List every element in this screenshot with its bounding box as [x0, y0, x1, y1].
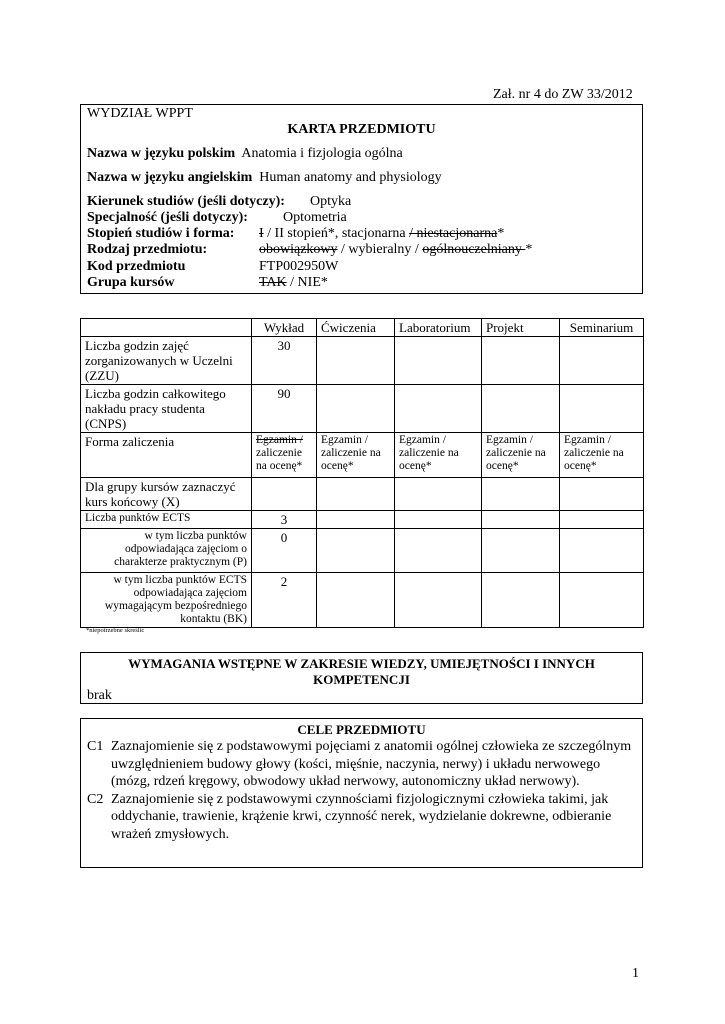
group-label: Grupa kursów	[87, 275, 175, 290]
level-value: I / II stopień*, stacjonarna / niestacjonarna*	[259, 226, 505, 241]
col-header: Laboratorium	[395, 319, 482, 337]
level-row	[87, 226, 505, 242]
footnote: *niepotrzebne skreślić	[86, 627, 145, 634]
specialty-label: Specjalność (jeśli dotyczy):	[87, 210, 248, 225]
specialty-row	[87, 210, 347, 226]
col-header: Seminarium	[560, 319, 644, 337]
cell-value: Egzamin / zaliczenie na ocenę*	[560, 433, 644, 478]
goal-code: C1	[87, 739, 104, 754]
type-value: obowiązkowy / wybieralny / ogólnouczelniany *	[259, 242, 533, 257]
code-value: FTP002950W	[259, 259, 339, 274]
goal-code: C2	[87, 791, 104, 807]
row-label: Liczba godzin zajęć zorganizowanych w Uczelni (ZZU)	[81, 337, 252, 385]
course-info-box	[80, 104, 643, 294]
cell-value: 30	[252, 337, 317, 385]
faculty: WYDZIAŁ WPPT	[87, 106, 193, 121]
row-label: w tym liczba punktów odpowiadająca zajęciom o charakterze praktycznym (P)	[81, 529, 252, 573]
goals-box	[80, 718, 643, 868]
name-en-row	[87, 170, 442, 186]
row-label: Forma zaliczenia	[81, 433, 252, 478]
group-value: TAK / NIE*	[259, 275, 328, 290]
table-row	[81, 573, 644, 628]
cell-value: 0	[252, 529, 317, 573]
cell-value: Egzamin / zaliczenie na ocenę*	[482, 433, 560, 478]
cell-value: 2	[252, 573, 317, 628]
requirements-box	[80, 652, 643, 704]
requirements-text: brak	[87, 688, 112, 703]
name-pl-label: Nazwa w języku polskim	[87, 146, 236, 161]
attachment-reference: Zał. nr 4 do ZW 33/2012	[493, 87, 633, 102]
col-header: Ćwiczenia	[317, 319, 395, 337]
name-en-label: Nazwa w języku angielskim	[87, 170, 253, 185]
card-title: KARTA PRZEDMIOTU	[287, 122, 436, 137]
type-row	[87, 242, 533, 258]
table-row	[81, 433, 644, 478]
direction-row	[87, 194, 352, 210]
specialty-value: Optometria	[283, 210, 347, 225]
goal-text: Zaznajomienie się z podstawowymi czynnościami fizjologicznymi człowieka takimi, jak oddychanie, trawienie, krążenie krwi, czynność nerek, wydzielanie dokrewne, odbieranie wrażeń zmysłowych.	[111, 791, 612, 842]
name-en-value: Human anatomy and physiology	[259, 170, 442, 185]
cell-value: Egzamin / zaliczenie na ocenę*	[252, 433, 317, 478]
goals-title: CELE PRZEDMIOTU	[297, 722, 426, 737]
row-label: w tym liczba punktów ECTS odpowiadająca zajęciom wymagającym bezpośredniego kontaktu (BK)	[81, 573, 252, 628]
row-label: Liczba godzin całkowitego nakładu pracy studenta (CNPS)	[81, 385, 252, 433]
hours-table	[80, 318, 644, 628]
name-pl-value: Anatomia i fizjologia ogólna	[241, 146, 403, 161]
direction-label: Kierunek studiów (jeśli dotyczy):	[87, 194, 285, 209]
goal-c2	[81, 791, 642, 844]
code-row	[87, 259, 339, 275]
cell-value: 3	[252, 511, 317, 529]
goal-c1	[81, 738, 642, 791]
table-row	[81, 385, 644, 433]
cell-value: Egzamin / zaliczenie na ocenę*	[317, 433, 395, 478]
table-row	[81, 337, 644, 385]
row-label: Liczba punktów ECTS	[81, 511, 252, 529]
col-header: Wykład	[252, 319, 317, 337]
direction-value: Optyka	[310, 194, 352, 209]
group-row	[87, 275, 328, 291]
row-label: Dla grupy kursów zaznaczyć kurs końcowy (X)	[81, 478, 252, 511]
code-label: Kod przedmiotu	[87, 259, 186, 274]
table-corner	[81, 319, 252, 337]
page-number: 1	[632, 966, 639, 981]
cell-value: Egzamin / zaliczenie na ocenę*	[395, 433, 482, 478]
table-row	[81, 529, 644, 573]
table-row	[81, 478, 644, 511]
goal-text: Zaznajomienie się z podstawowymi pojęciami z anatomii ogólnej człowieka ze szczególnym uwzględnieniem budowy głowy (kości, mięśnie, naczynia, nerwy) i układu nerwowego (mózg, rdzeń kręgowy, obwodowy układ nerwowy, autonomiczny układ nerwowy).	[111, 739, 632, 789]
requirements-title: WYMAGANIA WSTĘPNE W ZAKRESIE WIEDZY, UMIEJĘTNOŚCI I INNYCH KOMPETENCJI	[128, 656, 595, 687]
cell-value: 90	[252, 385, 317, 433]
col-header: Projekt	[482, 319, 560, 337]
type-label: Rodzaj przedmiotu:	[87, 242, 208, 257]
name-pl-row	[87, 146, 403, 162]
table-row	[81, 511, 644, 529]
table-header-row	[81, 319, 644, 337]
level-label: Stopień studiów i forma:	[87, 226, 235, 241]
